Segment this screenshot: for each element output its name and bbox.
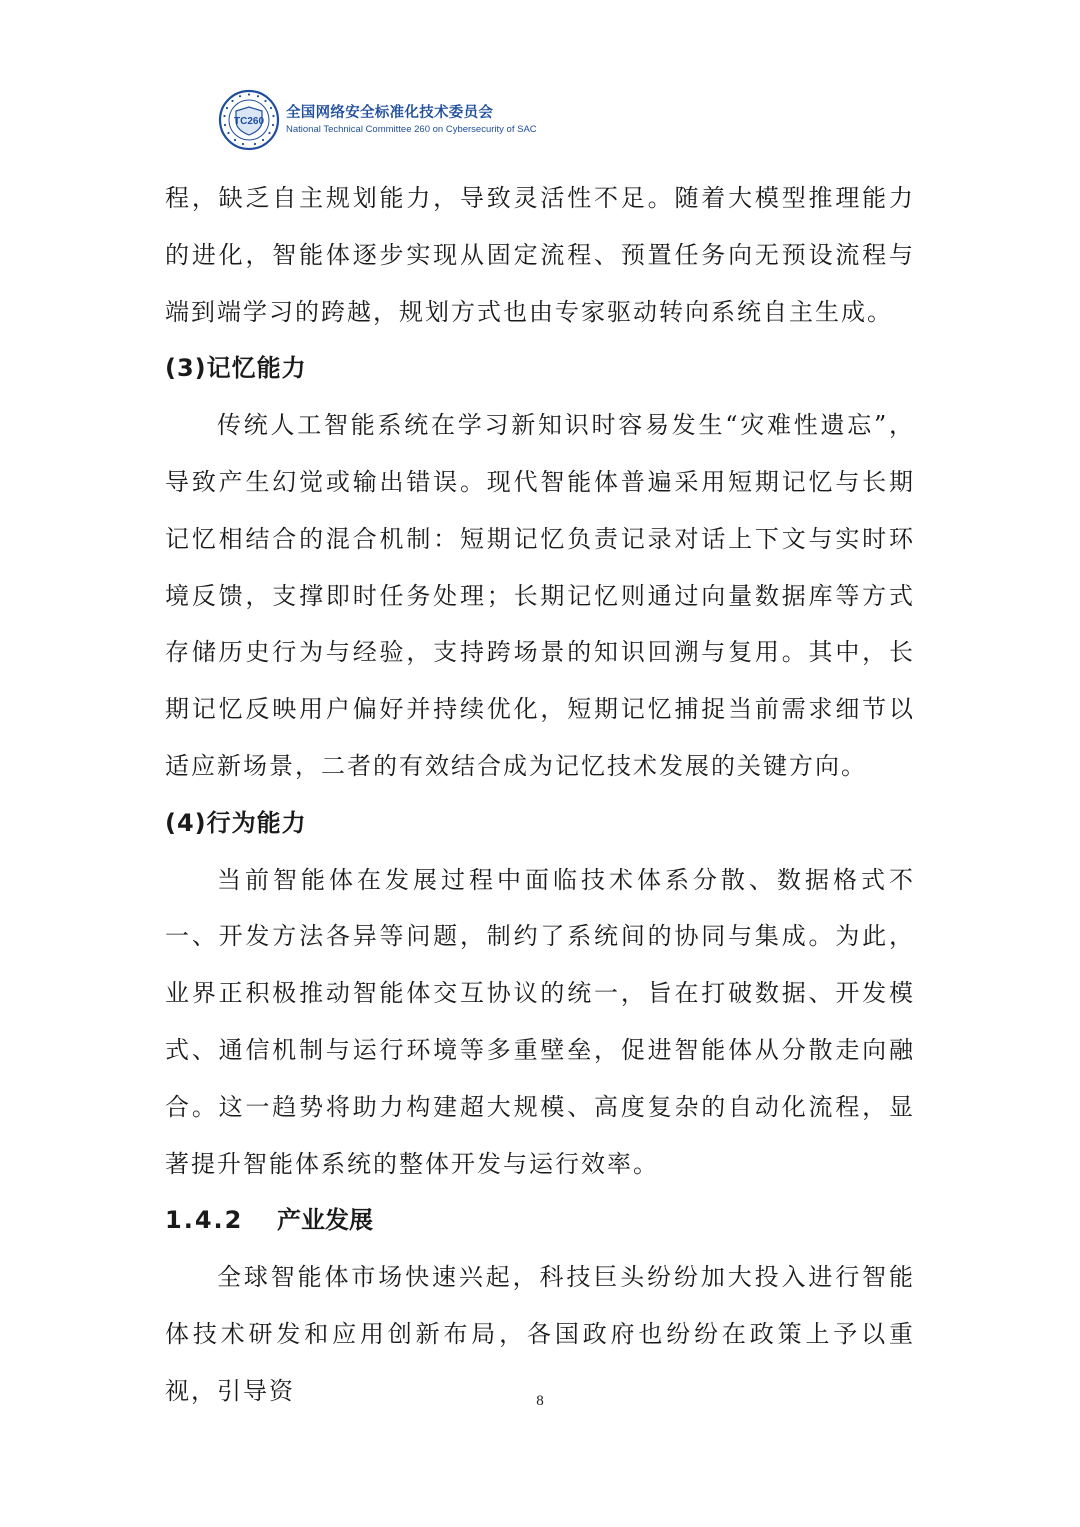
page-number: 8 (536, 1393, 544, 1409)
tc260-logo-icon (218, 89, 280, 151)
page-body (165, 170, 915, 1420)
paragraph-memory-ability: 传统人工智能系统在学习新知识时容易发生“灾难性遗忘”，导致产生幻觉或输出错误。现代智能体普遍采用短期记忆与长期记忆相结合的混合机制：短期记忆负责记录对话上下文与实时环境反馈，支撑即时任务处理；长期记忆则通过向量数据库等方式存储历史行为与经验，支持跨场景的知识回溯与复用。其中，长期记忆反映用户偏好并持续优化，短期记忆捕捉当前需求细节以适应新场景，二者的有效结合成为记忆技术发展的关键方向。 (165, 411, 915, 780)
paragraph-industry-development: 全球智能体市场快速兴起，科技巨头纷纷加大投入进行智能体技术研发和应用创新布局，各国政府也纷纷在政策上予以重视，引导资 (165, 1263, 915, 1405)
page-header (218, 88, 537, 152)
org-name-block (286, 104, 537, 136)
org-name-en: National Technical Committee 260 on Cybersecurity of SAC (286, 124, 537, 135)
heading-memory-ability: (3)记忆能力 (165, 354, 307, 383)
section-heading-industry-development (165, 1192, 915, 1249)
org-name-cn: 全国网络安全标准化技术委员会 (286, 105, 494, 121)
paragraph-planning-continued: 程，缺乏自主规划能力，导致灵活性不足。随着大模型推理能力的进化，智能体逐步实现从固定流程、预置任务向无预设流程与端到端学习的跨越，规划方式也由专家驱动转向系统自主生成。 (165, 184, 915, 326)
logo-text: TC260 (233, 116, 265, 127)
paragraph-action-ability: 当前智能体在发展过程中面临技术体系分散、数据格式不一、开发方法各异等问题，制约了系统间的协同与集成。为此，业界正积极推动智能体交互协议的统一，旨在打破数据、开发模式、通信机制与运行环境等多重壁垒，促进智能体从分散走向融合。这一趋势将助力构建超大规模、高度复杂的自动化流程，显著提升智能体系统的整体开发与运行效率。 (165, 865, 915, 1178)
heading-action-ability: (4)行为能力 (165, 808, 307, 837)
section-number: 1.4.2 (165, 1206, 244, 1235)
section-title: 产业发展 (277, 1206, 373, 1235)
